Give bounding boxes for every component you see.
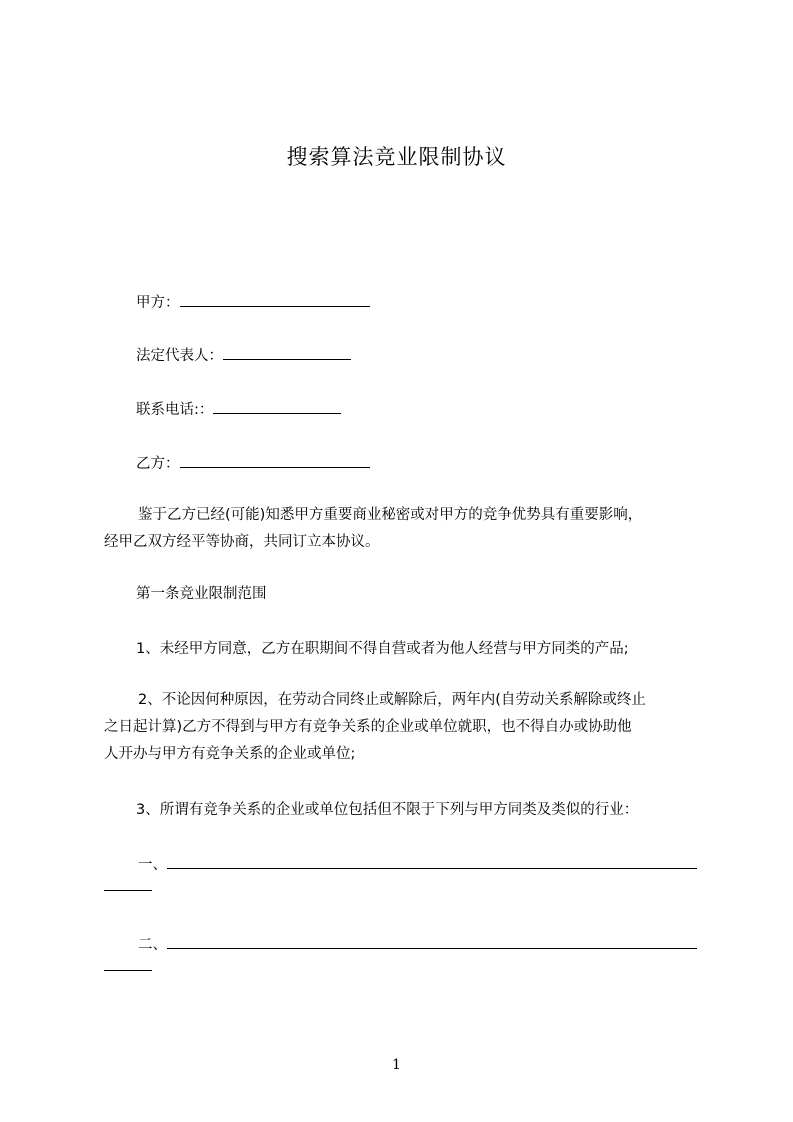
party-b-label: 乙方： [136, 456, 180, 472]
industry-item-2-blank [167, 934, 697, 949]
phone-field [136, 399, 736, 420]
industry-item-1 [138, 854, 738, 875]
party-a-field [136, 292, 736, 313]
industry-item-1-label: 一、 [138, 857, 167, 873]
legal-rep-label: 法定代表人： [136, 348, 223, 364]
legal-rep-field [136, 345, 736, 366]
clause-1: 1、未经甲方同意，乙方在职期间不得自营或者为他人经营与甲方同类的产品; [136, 641, 629, 657]
clause-2-line-1: 2、不论因何种原因，在劳动合同终止或解除后，两年内(自劳动关系解除或终止 [138, 692, 646, 708]
industry-item-1-blank-cont [104, 876, 152, 891]
party-b-field [136, 453, 736, 474]
clause-2 [104, 687, 704, 768]
party-a-label: 甲方： [136, 295, 180, 311]
intro-paragraph [104, 502, 704, 556]
industry-item-2-continuation [104, 956, 704, 977]
party-a-blank [180, 292, 370, 307]
clause-2-line-3: 人开办与甲方有竞争关系的企业或单位; [104, 746, 356, 762]
party-b-blank [180, 453, 370, 468]
phone-label: 联系电话:： [136, 402, 214, 418]
intro-line-2: 经甲乙双方经平等协商，共同订立本协议。 [104, 534, 380, 550]
industry-item-1-continuation [104, 876, 704, 897]
article-1-heading: 第一条竞业限制范围 [136, 586, 267, 602]
industry-item-2 [138, 934, 738, 955]
intro-line-1: 鉴于乙方已经(可能)知悉甲方重要商业秘密或对甲方的竞争优势具有重要影响， [138, 507, 643, 523]
clause-3: 3、所谓有竞争关系的企业或单位包括但不限于下列与甲方同类及类似的行业： [136, 802, 639, 818]
phone-blank [213, 399, 341, 414]
clause-2-line-2: 之日起计算)乙方不得到与甲方有竞争关系的企业或单位就职，也不得自办或协助他 [104, 719, 632, 735]
page-number: 1 [392, 1057, 401, 1073]
industry-item-2-label: 二、 [138, 937, 167, 953]
legal-rep-blank [223, 345, 351, 360]
document-title: 搜索算法竞业限制协议 [286, 145, 507, 169]
industry-item-2-blank-cont [104, 956, 152, 971]
industry-item-1-blank [167, 854, 697, 869]
